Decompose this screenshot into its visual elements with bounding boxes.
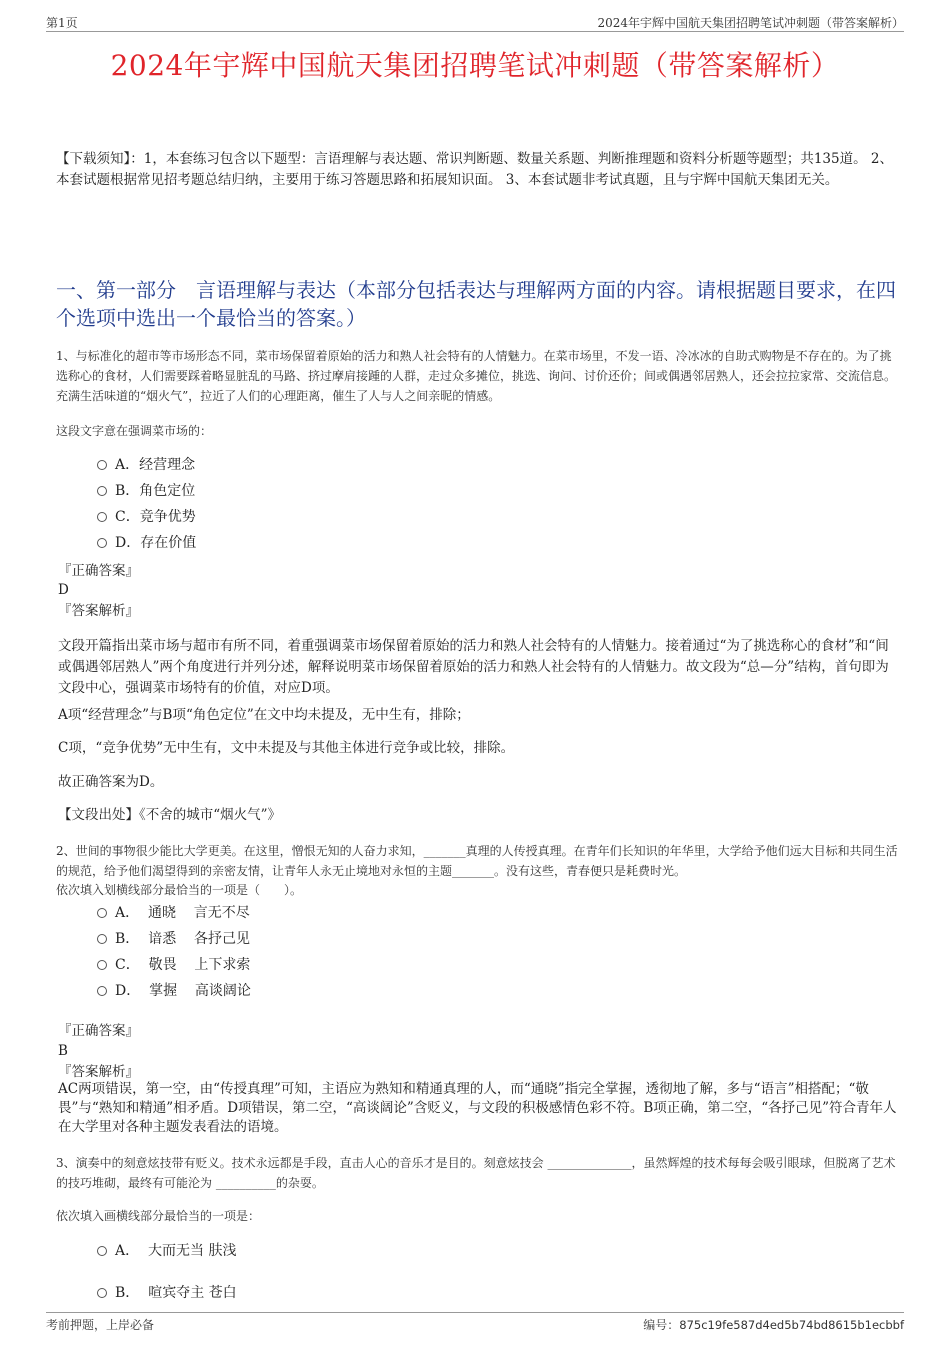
q1-answer-label: 『正确答案』 <box>58 563 139 579</box>
q1-option-b[interactable]: B．角色定位 <box>97 481 195 501</box>
question-2-prompt: 依次填入划横线部分最恰当的一项是（ ）。 <box>56 883 303 897</box>
radio-icon[interactable] <box>97 986 107 996</box>
q1-analysis-para: A项“经营理念”与B项“角色定位”在文中均未提及，无中生有，排除； <box>58 707 470 723</box>
radio-icon[interactable] <box>97 908 107 918</box>
radio-icon[interactable] <box>97 1246 107 1256</box>
footer-code: 编号：875c19fe587d4ed5b74bd8615b1ecbbf <box>643 1318 904 1332</box>
download-notice: 【下载须知】：1，本套练习包含以下题型：言语理解与表达题、常识判断题、数量关系题、判断推理题和资料分析题等题型；共135道。 2、本套试题根据常见招考题总结归纳，主要用于练习答题思路和拓展知识面。 3、本套试题非考试真题，且与宇辉中国航天集团无关。 <box>56 151 893 188</box>
q1-analysis-para: 文段开篇指出菜市场与超市有所不同，着重强调菜市场保留着原始的活力和熟人社会特有的人情魅力。接着通过“为了挑选称心的食材”和“间或偶遇邻居熟人”两个角度进行并列分述，解释说明菜市场保留着原始的活力和熟人社会特有的人情魅力。故文段为“总—分”结构，首句即为文段中心，强调菜市场特有的价值，对应D项。 <box>58 638 889 696</box>
radio-icon[interactable] <box>97 460 107 470</box>
q2-answer-label: 『正确答案』 <box>58 1023 139 1039</box>
q2-option-c[interactable]: C． 敬畏 上下求索 <box>97 955 250 975</box>
header-doc-title: 2024年宇辉中国航天集团招聘笔试冲刺题（带答案解析） <box>597 16 904 30</box>
q3-option-a[interactable]: A． 大而无当 肤浅 <box>97 1241 236 1261</box>
radio-icon[interactable] <box>97 960 107 970</box>
q1-option-a[interactable]: A．经营理念 <box>97 455 195 475</box>
q1-analysis-para: C项，“竞争优势”无中生有，文中未提及与其他主体进行竞争或比较，排除。 <box>58 740 515 756</box>
q1-option-c[interactable]: C．竞争优势 <box>97 507 196 527</box>
footer-rule <box>46 1312 904 1313</box>
q2-analysis-label: 『答案解析』 <box>58 1064 139 1080</box>
header-rule <box>46 31 904 32</box>
q1-source: 【文段出处】《不舍的城市“烟火气”》 <box>58 807 282 823</box>
radio-icon[interactable] <box>97 512 107 522</box>
question-2-text: 2、世间的事物很少能比大学更美。在这里，憎恨无知的人奋力求知，_______真理的人传授真理。在青年们长知识的年华里，大学给予他们远大目标和共同生活的规范，给予他们渴望得到的亲密友情，让青年人永无止境地对永恒的主题_______。没有这些，青春便只是耗费时光。 <box>56 844 898 878</box>
q2-answer: B <box>58 1043 68 1059</box>
section-heading: 一、第一部分 言语理解与表达（本部分包括表达与理解两方面的内容。请根据题目要求，在四个选项中选出一个最恰当的答案。） <box>56 278 896 330</box>
question-1-prompt: 这段文字意在强调菜市场的： <box>56 424 213 438</box>
radio-icon[interactable] <box>97 934 107 944</box>
q1-analysis-para: 故正确答案为D。 <box>58 774 164 790</box>
q2-analysis: AC两项错误，第一空，由“传授真理”可知，主语应为熟知和精通真理的人，而“通晓”指完全掌握，透彻地了解，多与“语言”相搭配；“敬畏”与“熟知和精通”相矛盾。D项错误，第二空，“高谈阔论”含贬义，与文段的积极感情色彩不符。B项正确，第二空，“各抒己见”符合青年人在大学里对各种主题发表看法的语境。 <box>58 1081 897 1135</box>
footer-slogan: 考前押题，上岸必备 <box>46 1318 155 1332</box>
question-1-text: 1、与标准化的超市等市场形态不同，菜市场保留着原始的活力和熟人社会特有的人情魅力。在菜市场里，不发一语、冷冰冰的自助式购物是不存在的。为了挑选称心的食材，人们需要踩着略显脏乱的马路、挤过摩肩接踵的人群，走过众多摊位，挑选、询问、讨价还价；间或偶遇邻居熟人，还会拉拉家常、交流信息。充满生活味道的“烟火气”，拉近了人们的心理距离，催生了人与人之间亲昵的情感。 <box>56 349 897 403</box>
page-number: 第1页 <box>46 16 78 30</box>
radio-icon[interactable] <box>97 538 107 548</box>
q2-option-b[interactable]: B． 谙悉 各抒己见 <box>97 929 250 949</box>
question-3-prompt: 依次填入画横线部分最恰当的一项是： <box>56 1209 261 1223</box>
q2-option-d[interactable]: D． 掌握 高谈阔论 <box>97 981 251 1001</box>
q2-option-a[interactable]: A． 通晓 言无不尽 <box>97 903 250 923</box>
page-title: 2024年宇辉中国航天集团招聘笔试冲刺题（带答案解析） <box>110 49 840 82</box>
radio-icon[interactable] <box>97 1288 107 1298</box>
radio-icon[interactable] <box>97 486 107 496</box>
q3-option-b[interactable]: B． 喧宾夺主 苍白 <box>97 1283 237 1303</box>
question-3-text: 3、演奏中的刻意炫技带有贬义。技术永远都是手段，直击人心的音乐才是目的。刻意炫技会 ______________，虽然辉煌的技术每每会吸引眼球，但脱离了艺术的技巧堆砌，最终有可能沦为 __________的杂耍。 <box>56 1156 896 1190</box>
q1-answer: D <box>58 582 69 598</box>
q1-option-d[interactable]: D．存在价值 <box>97 533 196 553</box>
q1-analysis-label: 『答案解析』 <box>58 603 139 619</box>
